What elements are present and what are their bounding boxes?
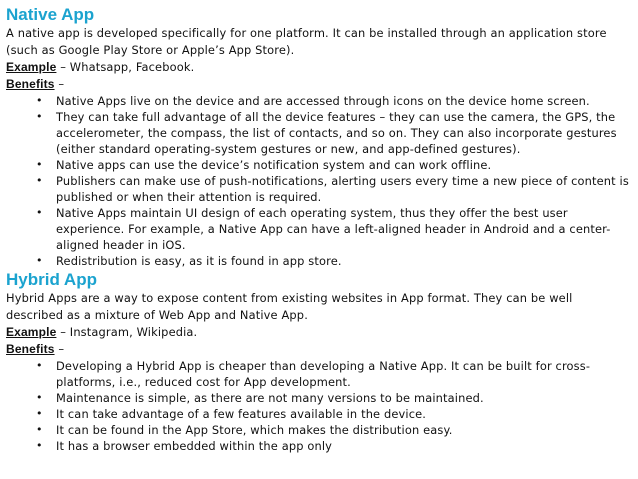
benefits-suffix: –	[54, 342, 65, 356]
benefits-label: Benefits	[6, 342, 55, 356]
list-item: • Native Apps maintain UI design of each operating system, thus they offer the best user experience. For example, a Native App can have a left-aligned header in Android and a center-aligned header in iOS.	[36, 206, 611, 252]
list-item: • Developing a Hybrid App is cheaper than developing a Native App. It can be built for cross-platforms, i.e., reduced cost for App development.	[36, 359, 591, 389]
bullet-icon: •	[36, 407, 43, 420]
bullet-icon: •	[36, 359, 43, 372]
example-label: Example	[6, 60, 57, 74]
bullet-icon: •	[36, 94, 43, 107]
list-item: • It can be found in the App Store, which makes the distribution easy.	[36, 423, 453, 437]
list-item: • Publishers can make use of push-notifications, alerting users every time a new piece of content is published or when their attention is required.	[36, 174, 629, 204]
bullet-icon: •	[36, 254, 43, 267]
bullet-icon: •	[36, 206, 43, 219]
list-item: • Maintenance is simple, as there are not many versions to be maintained.	[36, 391, 484, 405]
bullet-icon: •	[36, 174, 43, 187]
list-item: • They can take full advantage of all the device features – they can use the camera, the GPS, the accelerometer, the compass, the list of contacts, and so on. They can also incorporate gestures (either standard operating-system gestures or new, and app-defined gestures).	[36, 110, 617, 156]
example-text: – Instagram, Wikipedia.	[56, 325, 198, 339]
native-app-description: A native app is developed specifically for one platform. It can be installed through an application store (such as Google Play Store or Apple’s App Store).	[6, 26, 607, 57]
hybrid-app-heading: Hybrid App	[6, 270, 97, 289]
list-item: • It can take advantage of a few features available in the device.	[36, 407, 427, 421]
hybrid-app-example	[6, 324, 630, 341]
native-app-benefits-heading	[6, 76, 630, 93]
hybrid-app-benefits-heading	[6, 341, 630, 358]
bullet-icon: •	[36, 391, 43, 404]
bullet-icon: •	[36, 423, 43, 436]
hybrid-app-benefits-list	[6, 358, 630, 454]
bullet-icon: •	[36, 110, 43, 123]
bullet-icon: •	[36, 439, 43, 452]
list-item: • It has a browser embedded within the app only	[36, 439, 333, 453]
list-item: • Native apps can use the device’s notification system and can work offline.	[36, 158, 492, 172]
native-app-heading: Native App	[6, 5, 95, 24]
bullet-icon: •	[36, 158, 43, 171]
list-item: • Native Apps live on the device and are accessed through icons on the device home screen.	[36, 94, 590, 108]
benefits-label: Benefits	[6, 77, 55, 91]
hybrid-app-description: Hybrid Apps are a way to expose content from existing websites in App format. They can be well described as a mixture of Web App and Native App.	[6, 291, 573, 322]
native-app-benefits-list	[6, 93, 630, 269]
example-text: – Whatsapp, Facebook.	[56, 60, 195, 74]
example-label: Example	[6, 325, 57, 339]
native-app-example	[6, 59, 630, 76]
benefits-suffix: –	[54, 77, 65, 91]
list-item: • Redistribution is easy, as it is found in app store.	[36, 254, 342, 268]
slide-content	[6, 4, 630, 454]
